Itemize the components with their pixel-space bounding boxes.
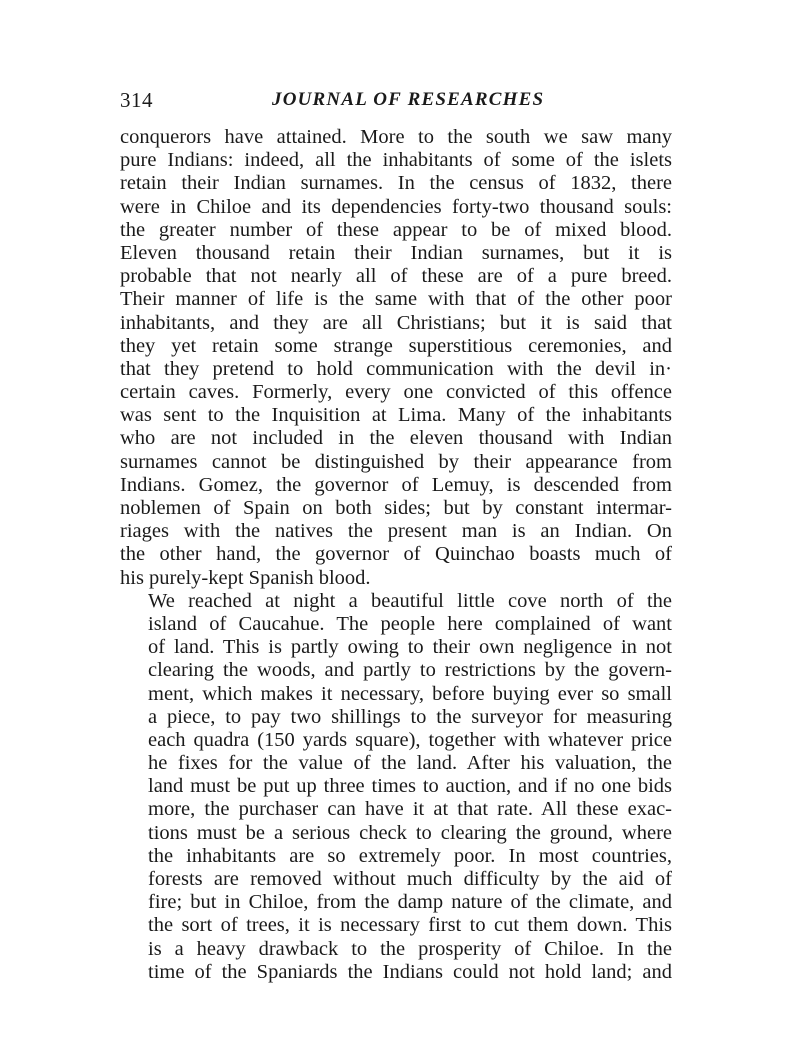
paragraph-1 — [120, 126, 672, 590]
text-line: pure Indians: indeed, all the inhabitants of some of the islets — [120, 149, 672, 172]
text-line: was sent to the Inquisition at Lima. Many of the inhabitants — [120, 404, 672, 427]
text-line: riages with the natives the present man is an Indian. On — [120, 520, 672, 543]
text-line: Indians. Gomez, the governor of Lemuy, is descended from — [120, 473, 672, 496]
text-line: noblemen of Spain on both sides; but by constant intermar- — [120, 497, 672, 519]
text-line: the greater number of these appear to be of mixed blood. — [120, 218, 672, 241]
text-line: the inhabitants are so extremely poor. In most countries, — [148, 844, 672, 867]
text-line: Their manner of life is the same with that of the other poor — [120, 288, 672, 311]
text-line: island of Caucahue. The people here complained of want — [148, 612, 672, 635]
text-line: land must be put up three times to auction, and if no one bids — [148, 775, 672, 798]
text-line: of land. This is partly owing to their own negligence in not — [148, 636, 672, 659]
paragraph-2 — [120, 590, 672, 984]
text-line: forests are removed without much difficulty by the aid of — [148, 868, 672, 890]
text-line: that they pretend to hold communication with the devil in· — [120, 357, 672, 380]
text-line: Eleven thousand retain their Indian surnames, but it is — [120, 241, 672, 264]
text-line: a piece, to pay two shillings to the surveyor for measuring — [148, 705, 672, 728]
text-line: they yet retain some strange superstitious ceremonies, and — [120, 334, 672, 357]
text-line: time of the Spaniards the Indians could not hold land; and — [148, 960, 672, 983]
text-line: more, the purchaser can have it at that rate. All these exac- — [148, 798, 672, 821]
text-line: probable that not nearly all of these are of a pure breed. — [120, 265, 672, 288]
text-line: each quadra (150 yards square), together with whatever price — [148, 728, 672, 751]
text-line: surnames cannot be distinguished by their appearance from — [120, 450, 672, 473]
page-number: 314 — [120, 88, 153, 112]
text-line: conquerors have attained. More to the south we saw many — [120, 126, 672, 148]
text-line: the sort of trees, it is necessary first to cut them down. This — [148, 914, 672, 937]
text-line: ment, which makes it necessary, before buying ever so small — [148, 682, 672, 705]
text-line: clearing the woods, and partly to restrictions by the govern- — [148, 659, 672, 682]
text-line: fire; but in Chiloe, from the damp nature of the climate, and — [148, 891, 672, 914]
text-line: inhabitants, and they are all Christians; but it is said that — [120, 311, 672, 334]
text-line: retain their Indian surnames. In the census of 1832, there — [120, 172, 672, 195]
text-line: We reached at night a beautiful little cove north of the — [148, 589, 672, 612]
text-line: certain caves. Formerly, every one convicted of this offence — [120, 381, 672, 404]
text-line: were in Chiloe and its dependencies forty-two thousand souls: — [120, 195, 672, 218]
text-line: who are not included in the eleven thousand with Indian — [120, 427, 672, 450]
running-head — [120, 86, 680, 114]
text-line: the other hand, the governor of Quinchao boasts much of — [120, 543, 672, 566]
text-line: tions must be a serious check to clearing the ground, where — [148, 821, 672, 844]
text-line: is a heavy drawback to the prosperity of Chiloe. In the — [148, 937, 672, 960]
body-text — [120, 126, 672, 984]
running-title: JOURNAL OF RESEARCHES — [272, 89, 545, 110]
text-line: his purely-kept Spanish blood. — [120, 566, 371, 589]
text-line: he fixes for the value of the land. After his valuation, the — [148, 752, 672, 775]
